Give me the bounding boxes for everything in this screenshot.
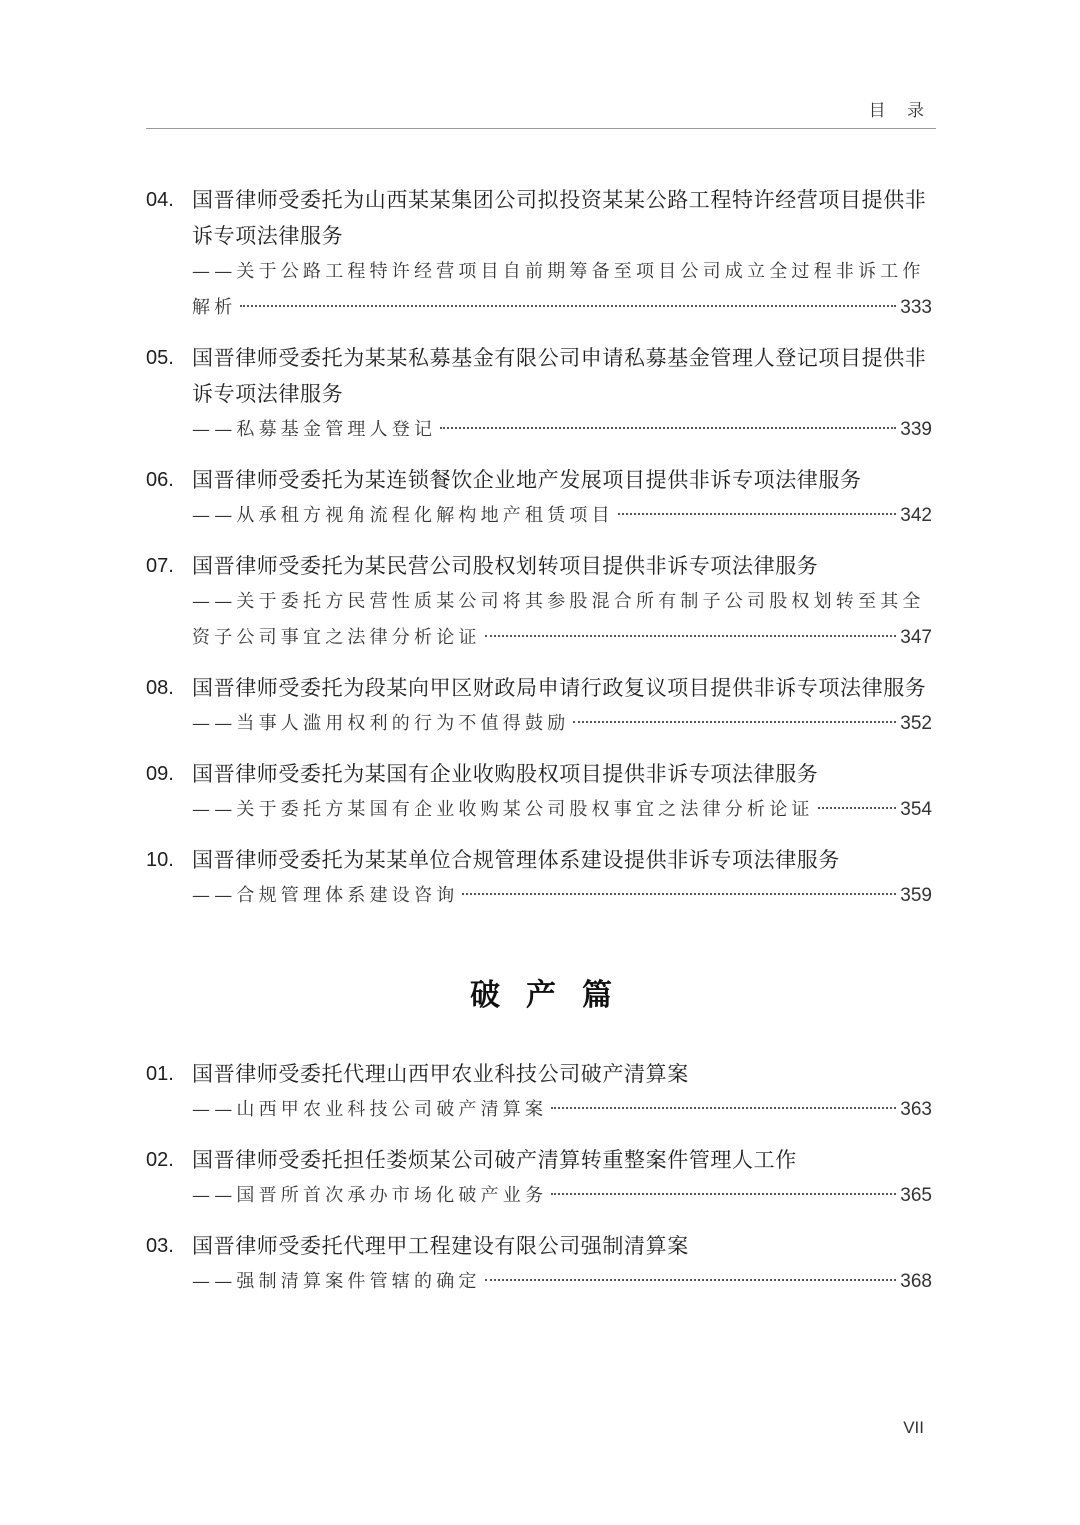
toc-entry-page: 363	[900, 1099, 932, 1120]
toc-entry-page: 368	[900, 1271, 932, 1292]
toc-entry-number: 09.	[146, 763, 174, 785]
toc-entry-subtitle-text: ——私募基金管理人登记	[192, 419, 437, 440]
toc-entry-subtitle	[192, 792, 932, 828]
toc-entry[interactable]	[146, 1056, 932, 1128]
toc-entry-subtitle-line	[192, 290, 932, 326]
toc-entry-subtitle-text: 资子公司事宜之法律分析论证	[192, 627, 481, 648]
toc-entry-title: 国晋律师受委托代理山西甲农业科技公司破产清算案	[192, 1062, 689, 1086]
toc-entry-number: 06.	[146, 469, 174, 491]
toc-entry-title: 国晋律师受委托为某连锁餐饮企业地产发展项目提供非诉专项法律服务	[192, 468, 862, 492]
toc-entry-number: 07.	[146, 555, 174, 577]
toc-entry-title-row	[146, 670, 932, 706]
toc-entry-number: 04.	[146, 189, 174, 211]
toc-entry-title-row	[146, 1142, 932, 1178]
toc-entry-page: 347	[900, 627, 932, 648]
toc-entry-number: 05.	[146, 347, 174, 369]
toc-entry-number: 02.	[146, 1149, 174, 1171]
toc-entry[interactable]	[146, 1228, 932, 1300]
section-title: 破产篇	[470, 978, 638, 1013]
dot-leader	[818, 807, 897, 809]
dot-leader	[240, 305, 896, 307]
toc-entry[interactable]	[146, 670, 932, 742]
toc-entry-subtitle-first-line: ——关于委托方民营性质某公司将其参股混合所有制子公司股权划转至其全	[192, 591, 925, 612]
toc-entry-subtitle	[192, 498, 932, 534]
toc-entry[interactable]	[146, 548, 932, 656]
toc-entry-subtitle	[192, 878, 932, 914]
toc-entry-number: 01.	[146, 1063, 174, 1085]
toc-entry-subtitle	[192, 1092, 932, 1128]
toc-entry-subtitle-line	[192, 1178, 932, 1214]
toc-entry-subtitle	[192, 254, 932, 326]
dot-leader	[573, 721, 896, 723]
toc-list-before	[146, 182, 932, 914]
toc-entry[interactable]	[146, 182, 932, 326]
toc-entry[interactable]	[146, 756, 932, 828]
page-number: VII	[903, 1418, 924, 1437]
toc-entry-subtitle-line	[192, 620, 932, 656]
dot-leader	[618, 513, 896, 515]
toc-entry-subtitle-line	[192, 706, 932, 742]
toc-entry-subtitle-line	[192, 1092, 932, 1128]
toc-entry-subtitle-text: ——强制清算案件管辖的确定	[192, 1271, 481, 1292]
running-header	[146, 94, 936, 129]
toc-entry-title: 国晋律师受委托为某某单位合规管理体系建设提供非诉专项法律服务	[192, 848, 840, 872]
toc-entry-page: 333	[900, 297, 932, 318]
toc-entry-title-row	[146, 842, 932, 878]
dot-leader	[551, 1107, 896, 1109]
toc-entry-number: 03.	[146, 1235, 174, 1257]
dot-leader	[440, 427, 896, 429]
dot-leader	[485, 1279, 897, 1281]
toc-entry-title: 国晋律师受委托为某某私募基金有限公司申请私募基金管理人登记项目提供非诉专项法律服务	[192, 346, 927, 406]
toc-entry-subtitle	[192, 412, 932, 448]
dot-leader	[551, 1193, 896, 1195]
toc-entry-subtitle-first-line: ——关于公路工程特许经营项目自前期筹备至项目公司成立全过程非诉工作	[192, 261, 925, 282]
toc-entry-title: 国晋律师受委托为某民营公司股权划转项目提供非诉专项法律服务	[192, 554, 819, 578]
toc-entry-title-row	[146, 340, 932, 412]
toc-entry[interactable]	[146, 1142, 932, 1214]
toc-entry-title-row	[146, 182, 932, 254]
toc-entry-subtitle-line	[192, 878, 932, 914]
dot-leader	[485, 635, 897, 637]
toc-entry-page: 342	[900, 505, 932, 526]
toc-entry[interactable]	[146, 462, 932, 534]
toc-entry-subtitle	[192, 706, 932, 742]
toc-entry-title: 国晋律师受委托为段某向甲区财政局申请行政复议项目提供非诉专项法律服务	[192, 676, 927, 700]
toc-entry-subtitle-line	[192, 412, 932, 448]
toc-entry-subtitle-text: ——关于委托方某国有企业收购某公司股权事宜之法律分析论证	[192, 799, 814, 820]
toc-entry-page: 359	[900, 885, 932, 906]
toc-entry-subtitle-line	[192, 1264, 932, 1300]
toc-entry-page: 339	[900, 419, 932, 440]
toc-entry-title: 国晋律师受委托代理甲工程建设有限公司强制清算案	[192, 1234, 689, 1258]
toc-entry-subtitle-text: ——从承租方视角流程化解构地产租赁项目	[192, 505, 614, 526]
header-title: 目 录	[868, 101, 932, 121]
toc-entry-page: 354	[900, 799, 932, 820]
toc-entry-title: 国晋律师受委托为某国有企业收购股权项目提供非诉专项法律服务	[192, 762, 819, 786]
toc-entry-subtitle-text: ——合规管理体系建设咨询	[192, 885, 459, 906]
toc-entry-title-row	[146, 1056, 932, 1092]
toc-entry[interactable]	[146, 842, 932, 914]
toc-content	[146, 182, 932, 1314]
toc-entry-title: 国晋律师受委托担任娄烦某公司破产清算转重整案件管理人工作	[192, 1148, 797, 1172]
toc-entry-subtitle-text: 解析	[192, 297, 237, 318]
toc-entry-subtitle-line	[192, 792, 932, 828]
toc-entry-page: 365	[900, 1185, 932, 1206]
toc-entry-subtitle-text: ——国晋所首次承办市场化破产业务	[192, 1185, 548, 1206]
toc-entry-subtitle	[192, 1178, 932, 1214]
toc-entry-title: 国晋律师受委托为山西某某集团公司拟投资某某公路工程特许经营项目提供非诉专项法律服务	[192, 188, 927, 248]
toc-entry-number: 08.	[146, 677, 174, 699]
toc-entry[interactable]	[146, 340, 932, 448]
toc-entry-number: 10.	[146, 849, 174, 871]
toc-entry-subtitle-text: ——当事人滥用权利的行为不值得鼓励	[192, 713, 570, 734]
toc-entry-subtitle	[192, 1264, 932, 1300]
dot-leader	[462, 893, 896, 895]
toc-entry-subtitle-line	[192, 498, 932, 534]
toc-list-after	[146, 1056, 932, 1300]
toc-entry-title-row	[146, 462, 932, 498]
toc-entry-title-row	[146, 1228, 932, 1264]
toc-entry-subtitle-text: ——山西甲农业科技公司破产清算案	[192, 1099, 548, 1120]
toc-entry-page: 352	[900, 713, 932, 734]
toc-entry-title-row	[146, 548, 932, 584]
toc-entry-subtitle	[192, 584, 932, 656]
toc-entry-title-row	[146, 756, 932, 792]
